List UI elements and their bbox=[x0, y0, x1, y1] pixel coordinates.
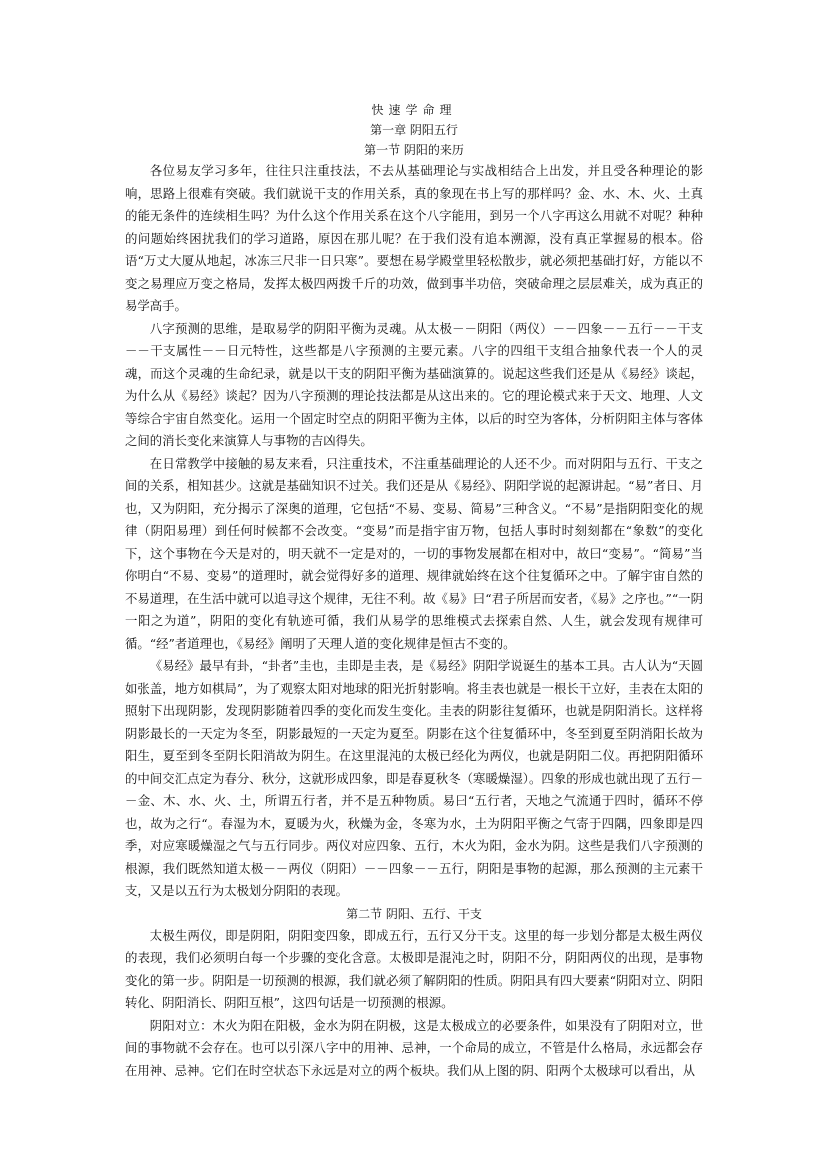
paragraph: 各位易友学习多年，往往只注重技法，不去从基础理论与实战相结合上出发，并且受各种理论的影响，思路上很难有突破。我们就说干支的作用关系，真的象现在书上写的那样吗？金、水、木、火、土真的能无条件的连续相生吗？为什么这个作用关系在这个八字能用，到另一个八字再这么用就不对呢？种种的问题始终困扰我们的学习道路，原因在那儿呢？在于我们没有追本溯源，没有真正掌握易的根本。俗语“万丈大厦从地起，冰冻三尺非一日只寒”。要想在易学殿堂里轻松散步，就必须把基础打好，方能以不变之易理应万变之格局，发挥太极四两拨千斤的功效，做到事半功倍，突破命理之层层难关，成为真正的易学高手。 bbox=[125, 163, 703, 313]
paragraph: 阴阳对立：木火为阳在阳极，金水为阴在阴极，这是太极成立的必要条件，如果没有了阴阳对立，世间的事物就不会存在。也可以引深八字中的用神、忌神，一个命局的成立，不管是什么格局，永远都会存在用神、忌神。它们在时空状态下永远是对立的两个板块。我们从上图的阴、阳两个太极球可以看出，从 bbox=[125, 1017, 703, 1078]
section-heading: 第二节 阴阳、五行、干支 bbox=[346, 906, 482, 921]
chapter-heading: 第一章 阴阳五行 bbox=[370, 123, 458, 137]
paragraph: 太极生两仪，即是阴阳，阴阳变四象，即成五行，五行又分干支。这里的每一步划分都是太极生两仪的表现，我们必须明白每一个步骤的变化含意。太极即是混沌之时，阴阳不分，阴阳两仪的出现，是事物变化的第一步。阴阳是一切预测的根源，我们就必须了解阴阳的性质。阴阳具有四大要素“阴阳对立、阴阳转化、阴阳消长、阴阳互根”，这四句话是一切预测的根源。 bbox=[125, 927, 703, 1010]
section-heading: 第一节 阴阳的来历 bbox=[364, 143, 464, 157]
document-title: 快速学命理 bbox=[371, 103, 457, 117]
paragraph: 八字预测的思维，是取易学的阴阳平衡为灵魂。从太极－－阴阳（两仪）－－四象－－五行－－干支－－干支属性－－日元特性，这些都是八字预测的主要元素。八字的四组干支组合抽象代表一个人的灵魂，而这个灵魂的生命纪录，就是以干支的阴阳平衡为基础演算的。说起这些我们还是从《易经》谈起，为什么从《易经》谈起？因为八字预测的理论技法都是从这出来的。它的理论模式来于天文、地理、人文等综合宇宙自然变化。运用一个固定时空点的阴阳平衡为主体，以后的时空为客体，分析阴阳主体与客体之间的消长变化来演算人与事物的吉凶得失。 bbox=[125, 320, 703, 448]
paragraph: 在日常教学中接触的易友来看，只注重技术，不注重基础理论的人还不少。而对阴阳与五行、干支之间的关系，相知甚少。这就是基础知识不过关。我们还是从《易经》、阴阳学说的起源讲起。“易”者日、月也，又为阴阳，充分揭示了深奥的道理，它包括“不易、变易、简易”三种含义。“不易”是指阴阳变化的规律（阴阳易理）到任何时候都不会改变。“变易”而是指宇宙万物，包括人事时时刻刻都在“象数”的变化下，这个事物在今天是对的，明天就不一定是对的，一切的事物发展都在相对中，故曰“变易”。“简易”当你明白“不易、变易”的道理时，就会觉得好多的道理、规律就始终在这个往复循环之中。了解宇宙自然的不易道理，在生活中就可以追寻这个规律，无往不利。故《易》曰“君子所居而安者，《易》之序也。”“一阴一阳之为道”，阴阳的变化有轨迹可循，我们从易学的思维模式去探索自然、人生，就会发现有规律可循。“经”者道理也，《易经》阐明了天理人道的变化规律是恒古不变的。 bbox=[125, 455, 703, 651]
paragraph: 《易经》最早有卦，“卦者”圭也，圭即是圭表，是《易经》阴阳学说诞生的基本工具。古人认为“天圆如张盖，地方如棋局”，为了观察太阳对地球的阳光折射影响。将圭表也就是一根长干立好，圭表在太阳的照射下出现阴影，发现阴影随着四季的变化而发生变化。圭表的阴影往复循环，也就是阴阳消长。这样将阴影最长的一天定为冬至，阴影最短的一天定为夏至。阴影在这个往复循环中，冬至到夏至阴消阳长故为阳生，夏至到冬至阴长阳消故为阴生。在这里混沌的太极已经化为两仪，也就是阴阳二仪。再把阴阳循环的中间交汇点定为春分、秋分，这就形成四象，即是春夏秋冬（寒暖燥湿）。四象的形成也就出现了五行－－金、木、水、火、土，所谓五行者，并不是五种物质。易曰“五行者，天地之气流通于四时，循环不停也，故为之行“。春湿为木，夏暖为火，秋燥为金，冬寒为水，土为阴阳平衡之气寄于四隅，四象即是四季，对应寒暖燥湿之气与五行同步。两仪对应四象、五行，木火为阳，金水为阴。这些是我们八字预测的根源，我们既然知道太极－－两仪（阴阳）－－四象－－五行，阴阳是事物的起源，那么预测的主元素干支，又是以五行为太极划分阴阳的表现。 bbox=[125, 658, 703, 898]
document-page bbox=[125, 100, 703, 1082]
